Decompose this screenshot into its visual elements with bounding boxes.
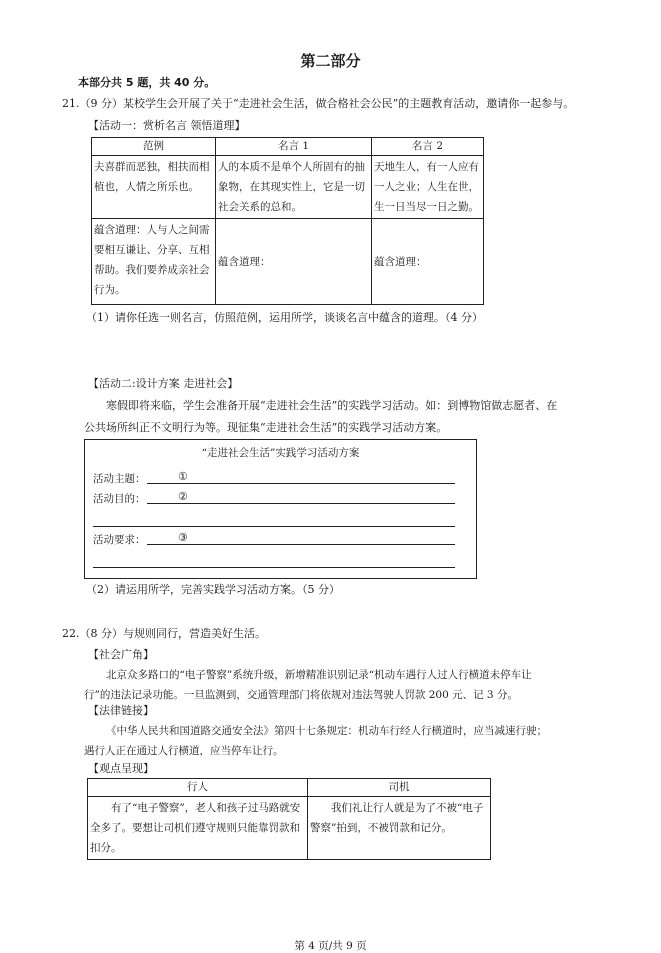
plan-title: “走进社会生活”实践学习活动方案 <box>201 447 360 459</box>
activity1-label: 【活动一：赏析名言 领悟道理】 <box>88 119 246 132</box>
view-cell: 有了“电子警察”，老人和孩子过马路就安全多了。要想让司机们遵守规则只能靠罚款和扣分。 <box>88 797 308 860</box>
blank-marker: ① <box>178 470 188 483</box>
table-header: 范例 <box>92 138 216 156</box>
q21-stem: 21.（9 分）某校学生会开展了关于“走进社会生活，做合格社会公民”的主题教育活动，邀请你一起参与。 <box>62 97 575 110</box>
activity-plan-box <box>84 439 477 579</box>
social-paragraph: 行”的违法记录功能。一旦监测到，交通管理部门将依规对违法驾驶人罚款 200 元、记 3 分。 <box>84 689 518 701</box>
views-label: 【观点呈现】 <box>88 762 154 775</box>
quote-cell: 人的本质不是单个人所固有的抽象物，在其现实性上，它是一切社会关系的总和。 <box>216 156 372 219</box>
table-header: 司机 <box>308 779 491 797</box>
meaning-answer-cell[interactable]: 蕴含道理： <box>216 219 372 305</box>
answer-line[interactable] <box>147 544 455 545</box>
views-table <box>87 778 491 860</box>
answer-line[interactable] <box>147 483 455 484</box>
quotes-table <box>91 137 484 305</box>
view-cell: 我们礼让行人就是为了不被“电子警察”拍到，不被罚款和记分。 <box>308 797 491 860</box>
blank-marker: ③ <box>178 531 188 544</box>
plan-field-row <box>93 466 476 486</box>
answer-line[interactable] <box>147 503 455 504</box>
sub-question-1: （1）请你任选一则名言，仿照范例，运用所学，谈谈名言中蕴含的道理。（4 分） <box>86 311 483 324</box>
sub-question-2: （2）请运用所学，完善实践学习活动方案。（5 分） <box>86 583 340 596</box>
plan-field-label: 活动目的： <box>93 493 146 505</box>
law-label: 【法律链接】 <box>88 704 154 717</box>
plan-field-row <box>93 486 476 506</box>
activity2-paragraph: 公共场所纠正不文明行为等。现征集“走进社会生活”的实践学习活动方案。 <box>84 421 448 434</box>
plan-field-label: 活动主题： <box>93 473 146 485</box>
page-footer: 第 4 页/共 9 页 <box>294 940 367 952</box>
activity2-label: 【活动二:设计方案 走进社会】 <box>88 377 239 390</box>
social-label: 【社会广角】 <box>88 648 154 661</box>
meaning-answer-cell[interactable]: 蕴含道理： <box>372 219 484 305</box>
meaning-cell: 蕴含道理：人与人之间需要相互谦让、分享、互相帮助。我们要养成亲社会行为。 <box>92 219 216 305</box>
social-paragraph: 北京众多路口的“电子警察”系统升级，新增精准识别记录“机动车遇行人过人行横道未停车让 <box>106 669 532 681</box>
quote-cell: 天地生人，有一人应有一人之业；人生在世，生一日当尽一日之勤。 <box>372 156 484 219</box>
section-intro: 本部分共 5 题，共 40 分。 <box>78 76 216 89</box>
plan-field-label: 活动要求： <box>93 534 146 546</box>
table-header: 行人 <box>88 779 308 797</box>
table-header: 名言 1 <box>216 138 372 156</box>
q22-stem: 22.（8 分）与规则同行，营造美好生活。 <box>62 627 266 640</box>
answer-line[interactable] <box>93 506 455 527</box>
plan-field-row <box>93 527 476 547</box>
law-paragraph: 《中华人民共和国道路交通安全法》第四十七条规定：机动车行经人行横道时，应当减速行驶； <box>106 725 547 737</box>
section-title: 第二部分 <box>300 52 361 70</box>
answer-line[interactable] <box>93 547 455 568</box>
table-header: 名言 2 <box>372 138 484 156</box>
law-paragraph: 遇行人正在通过人行横道，应当停车让行。 <box>84 745 284 757</box>
activity2-paragraph: 寒假即将来临，学生会准备开展“走进社会生活”的实践学习活动。如：到博物馆做志愿者、在 <box>106 399 558 412</box>
blank-marker: ② <box>178 490 188 503</box>
quote-cell: 夫喜群而恶独，相扶而相植也，人情之所乐也。 <box>92 156 216 219</box>
